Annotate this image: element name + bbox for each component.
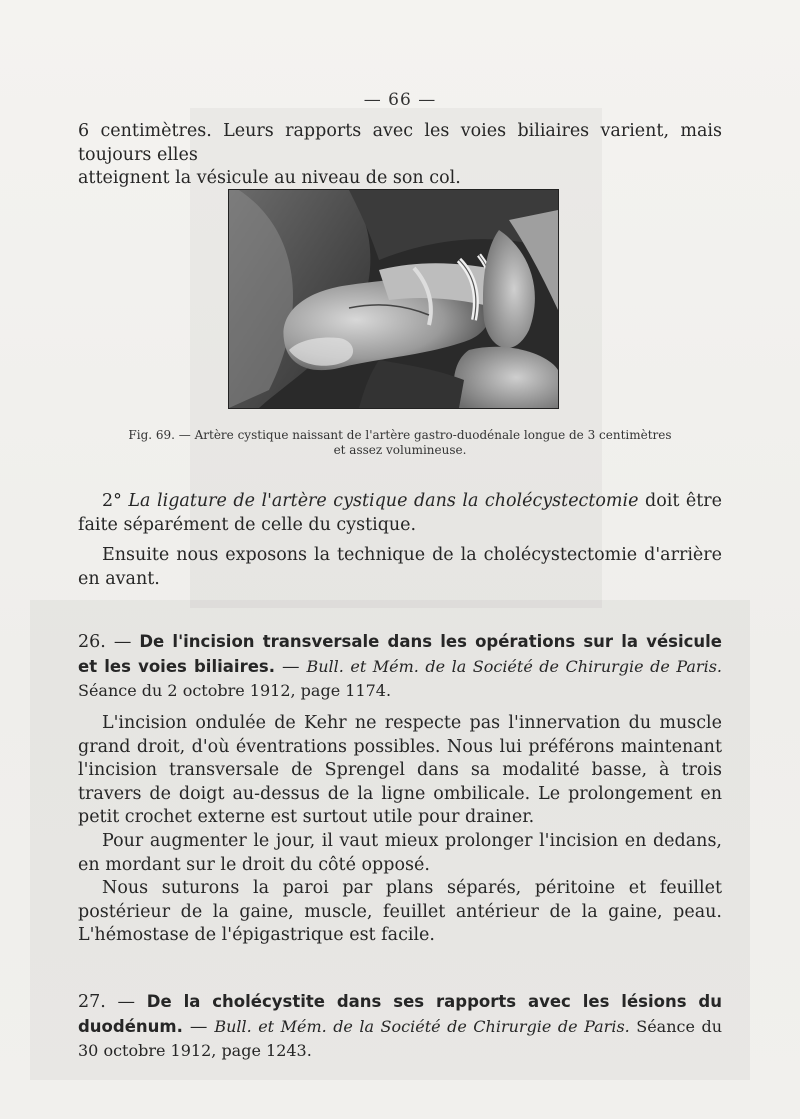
figure-69-image <box>228 189 559 409</box>
entry-26-title: De l'incision transversale dans les opérations sur la vésicule et les voies biliaires. <box>78 632 722 676</box>
figure-caption: Fig. 69. — Artère cystique naissant de l'artère gastro-duodénale longue de 3 centimètres et assez volumineuse. <box>128 428 672 457</box>
intro-paragraph: 6 centimètres. Leurs rapports avec les voies biliaires varient, mais toujours elles atteignent la vésicule au niveau de son col. <box>78 121 722 188</box>
entry-27-journal: Bull. et Mém. de la Société de Chirurgie de Paris. <box>214 1016 630 1036</box>
entry-26-paragraph-2: Pour augmenter le jour, il vaut mieux prolonger l'incision en dedans, en mordant sur le droit du côté opposé. <box>78 831 722 875</box>
entry-26-paragraph-3: Nous suturons la paroi par plans séparés, péritoine et feuillet postérieur de la gaine, muscle, feuillet antérieur de la gaine, peau. L'hémostase de l'épigastrique est facile. <box>78 878 722 945</box>
entry-26-heading: 26. — De l'incision transversale dans les opérations sur la vésicule et les voies biliaires. — Bull. et Mém. de la Société de Chirurgie de Paris. Séance du 2 octobre 1912, page 1174. <box>78 632 722 700</box>
entry-26-journal: Bull. et Mém. de la Société de Chirurgie de Paris. <box>306 656 722 676</box>
section-2-paragraph: 2° La ligature de l'artère cystique dans la cholécystectomie doit être faite séparément de celle du cystique. <box>78 491 722 535</box>
entry-27-title: De la cholécystite dans ses rapports avec les lésions du duodénum. <box>78 992 722 1036</box>
anatomical-illustration <box>229 190 558 408</box>
entry-27-heading: 27. — De la cholécystite dans ses rapports avec les lésions du duodénum. — Bull. et Mém. de la Société de Chirurgie de Paris. Séance du 30 octobre 1912, page 1243. <box>78 992 722 1060</box>
page-number: — 66 — <box>363 90 437 110</box>
section-2-continuation: Ensuite nous exposons la technique de la cholécystectomie d'arrière en avant. <box>78 545 722 589</box>
entry-26-paragraph-1: L'incision ondulée de Kehr ne respecte pas l'innervation du muscle grand droit, d'où éventrations possibles. Nous lui préférons maintenant l'incision transversale de Sprengel dans sa modalité basse, à trois travers de doigt au-dessus de la ligne ombilicale. Le prolongement en petit crochet externe est surtout utile pour drainer. <box>78 713 722 827</box>
